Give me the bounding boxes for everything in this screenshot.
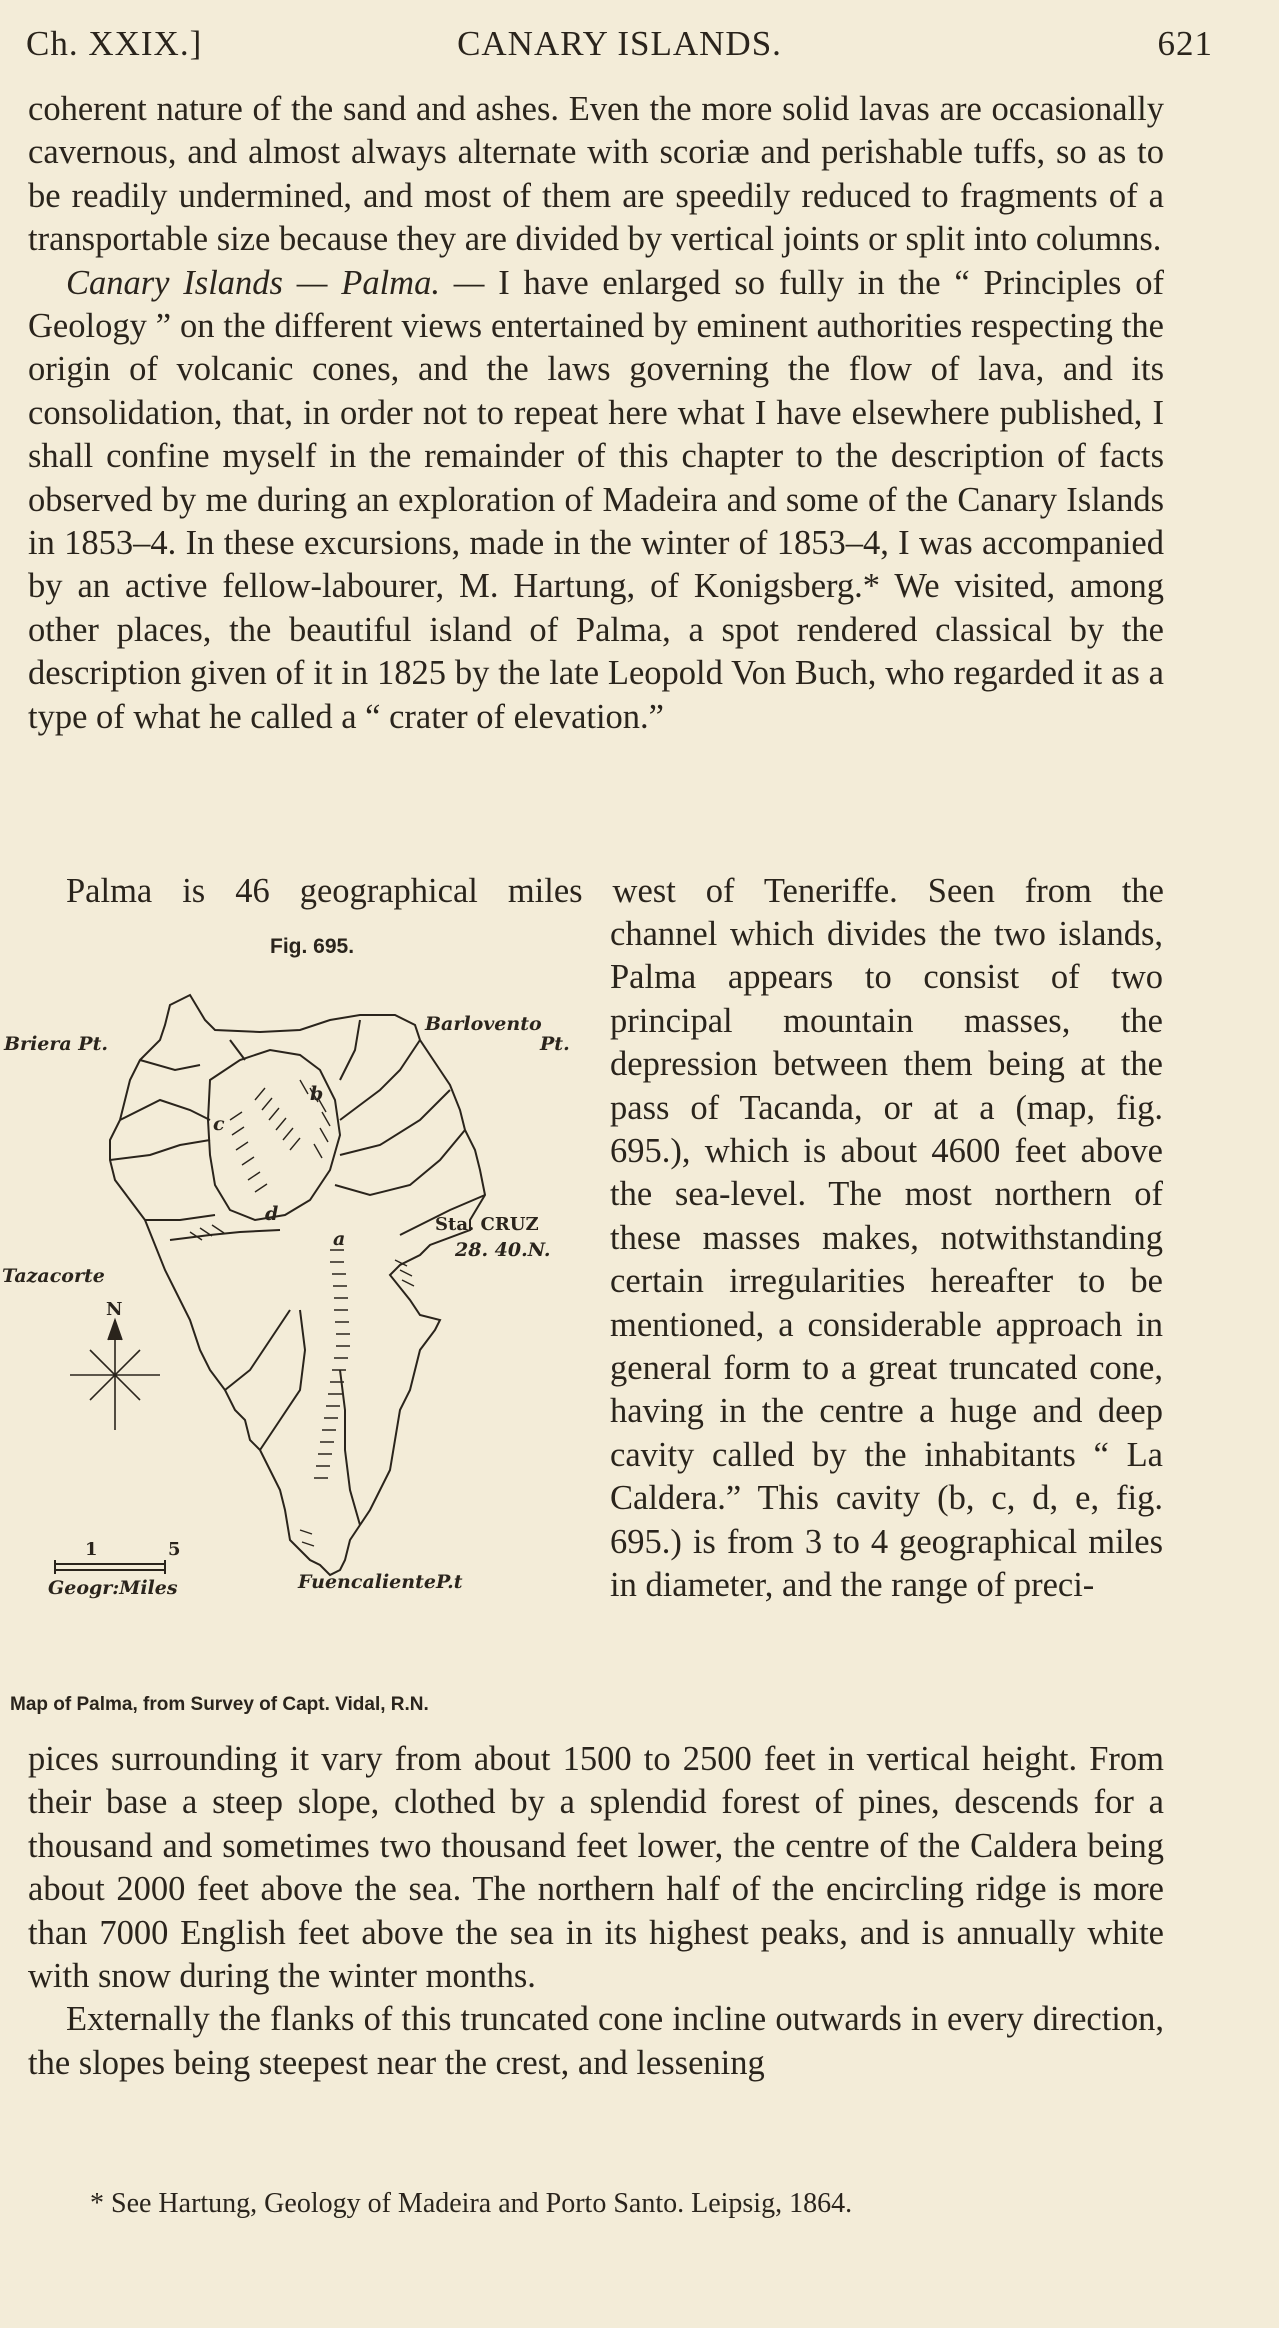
island-outline xyxy=(110,995,485,1575)
chapter-reference: Ch. XXIX.] xyxy=(26,24,203,63)
paragraph-palma-geography-wrap: channel which divides the two islands, Palma appears to consist of two principal mountain masses, the depression between them being at the pass of Tacanda, or at a (map, fig. 695.), which is about 4600 feet above the sea-level. The most northern of these masses makes, notwithstanding certain irregularities hereafter to be mentioned, a considerable approach in general form to a great truncated cone, having in the centre a huge and deep cavity called by the inhabitants “ La Caldera.” This cavity (b, c, d, e, fig. 695.) is from 3 to 4 geographical miles in diameter, and the range of preci- xyxy=(610,915,1163,1605)
label-tazacorte: Tazacorte xyxy=(2,1265,105,1287)
label-barlovento: Barlovento xyxy=(425,1013,542,1035)
footnote: * See Hartung, Geology of Madeira and Porto Santo. Leipsig, 1864. xyxy=(90,2188,853,2219)
scale-label-left: 1 xyxy=(85,1539,98,1560)
caldera-rim xyxy=(208,1050,340,1220)
paragraph-palma-body: I have enlarged so fully in the “ Principles of Geology ” on the different views entertained by eminent authorities respecting the origin of volcanic cones, and the laws governing the flow of lava, and its consolidation, that, in order not to repeat here what I have elsewhere published, I shall confine myself in the remainder of this chapter to the description of facts observed by me during an exploration of Madeira and some of the Canary Islands in 1853–4. In these excursions, made in the winter of 1853–4, I was accompanied by an active fellow-labourer, M. Hartung, of Konigsberg.* We visited, among other places, the beautiful island of Palma, a spot rendered classical by the description given of it in 1825 by the late Leopold Von Buch, who regarded it as a type of what he called a “ crater of elevation.” xyxy=(28,263,1164,736)
paragraph-palma-geography-first-line: Palma is 46 geographical miles west of Teneriffe. Seen from the xyxy=(66,872,1164,910)
paragraph-palma-geography-rest: pices surrounding it vary from about 1500 to 2500 feet in vertical height. From their base a steep slope, clothed by a splendid forest of pines, descends for a thousand and sometimes two thousand feet lower, the centre of the Caldera being about 2000 feet above the sea. The northern half of the encircling ridge is more than 7000 English feet above the sea in its highest peaks, and is annually white with snow during the winter months. xyxy=(28,1740,1164,1996)
page-number: 621 xyxy=(1157,24,1213,63)
figure-label: Fig. 695. xyxy=(270,935,355,958)
map-of-palma xyxy=(0,970,600,1690)
paragraph-continuation: coherent nature of the sand and ashes. Even the more solid lavas are occasionally cavernous, and almost always alternate with scoriæ and perishable tuffs, so as to be readily undermined, and most of them are speedily reduced to fragments of a transportable size because they are divided by vertical joints or split into columns. xyxy=(28,90,1164,259)
caldera-hatching xyxy=(190,1080,414,1546)
running-header xyxy=(26,24,1213,74)
text-block-top xyxy=(28,88,1164,739)
paragraph-flanks: Externally the flanks of this truncated cone incline outwards in every direction, the slopes being steepest near the crest, and lessening xyxy=(28,2000,1164,2082)
compass-rose xyxy=(70,1320,160,1430)
figure-695 xyxy=(0,930,600,1715)
label-briera-point: Briera Pt. xyxy=(4,1033,108,1055)
label-barlovento-point: Pt. xyxy=(540,1033,570,1055)
point-a: a xyxy=(333,1228,346,1250)
point-d: d xyxy=(265,1203,279,1225)
label-fuencaliente: FuencalienteP.t xyxy=(298,1571,463,1593)
section-heading-inline: Canary Islands — Palma. — xyxy=(66,263,485,302)
scale-bar xyxy=(55,1560,165,1574)
running-title: CANARY ISLANDS. xyxy=(457,24,782,63)
point-b: b xyxy=(310,1083,324,1105)
label-north: N xyxy=(106,1299,123,1320)
paragraph-palma-intro xyxy=(28,262,1164,739)
scale-label-right: 5 xyxy=(168,1539,181,1560)
scale-units: Geogr:Miles xyxy=(48,1577,178,1599)
text-block-bottom xyxy=(28,1738,1164,2085)
point-c: c xyxy=(213,1113,225,1135)
label-santa-cruz-latitude: 28. 40.N. xyxy=(455,1239,551,1261)
label-santa-cruz: Sta. CRUZ xyxy=(435,1214,539,1235)
figure-caption: Map of Palma, from Survey of Capt. Vidal, R.N. xyxy=(10,1694,429,1715)
